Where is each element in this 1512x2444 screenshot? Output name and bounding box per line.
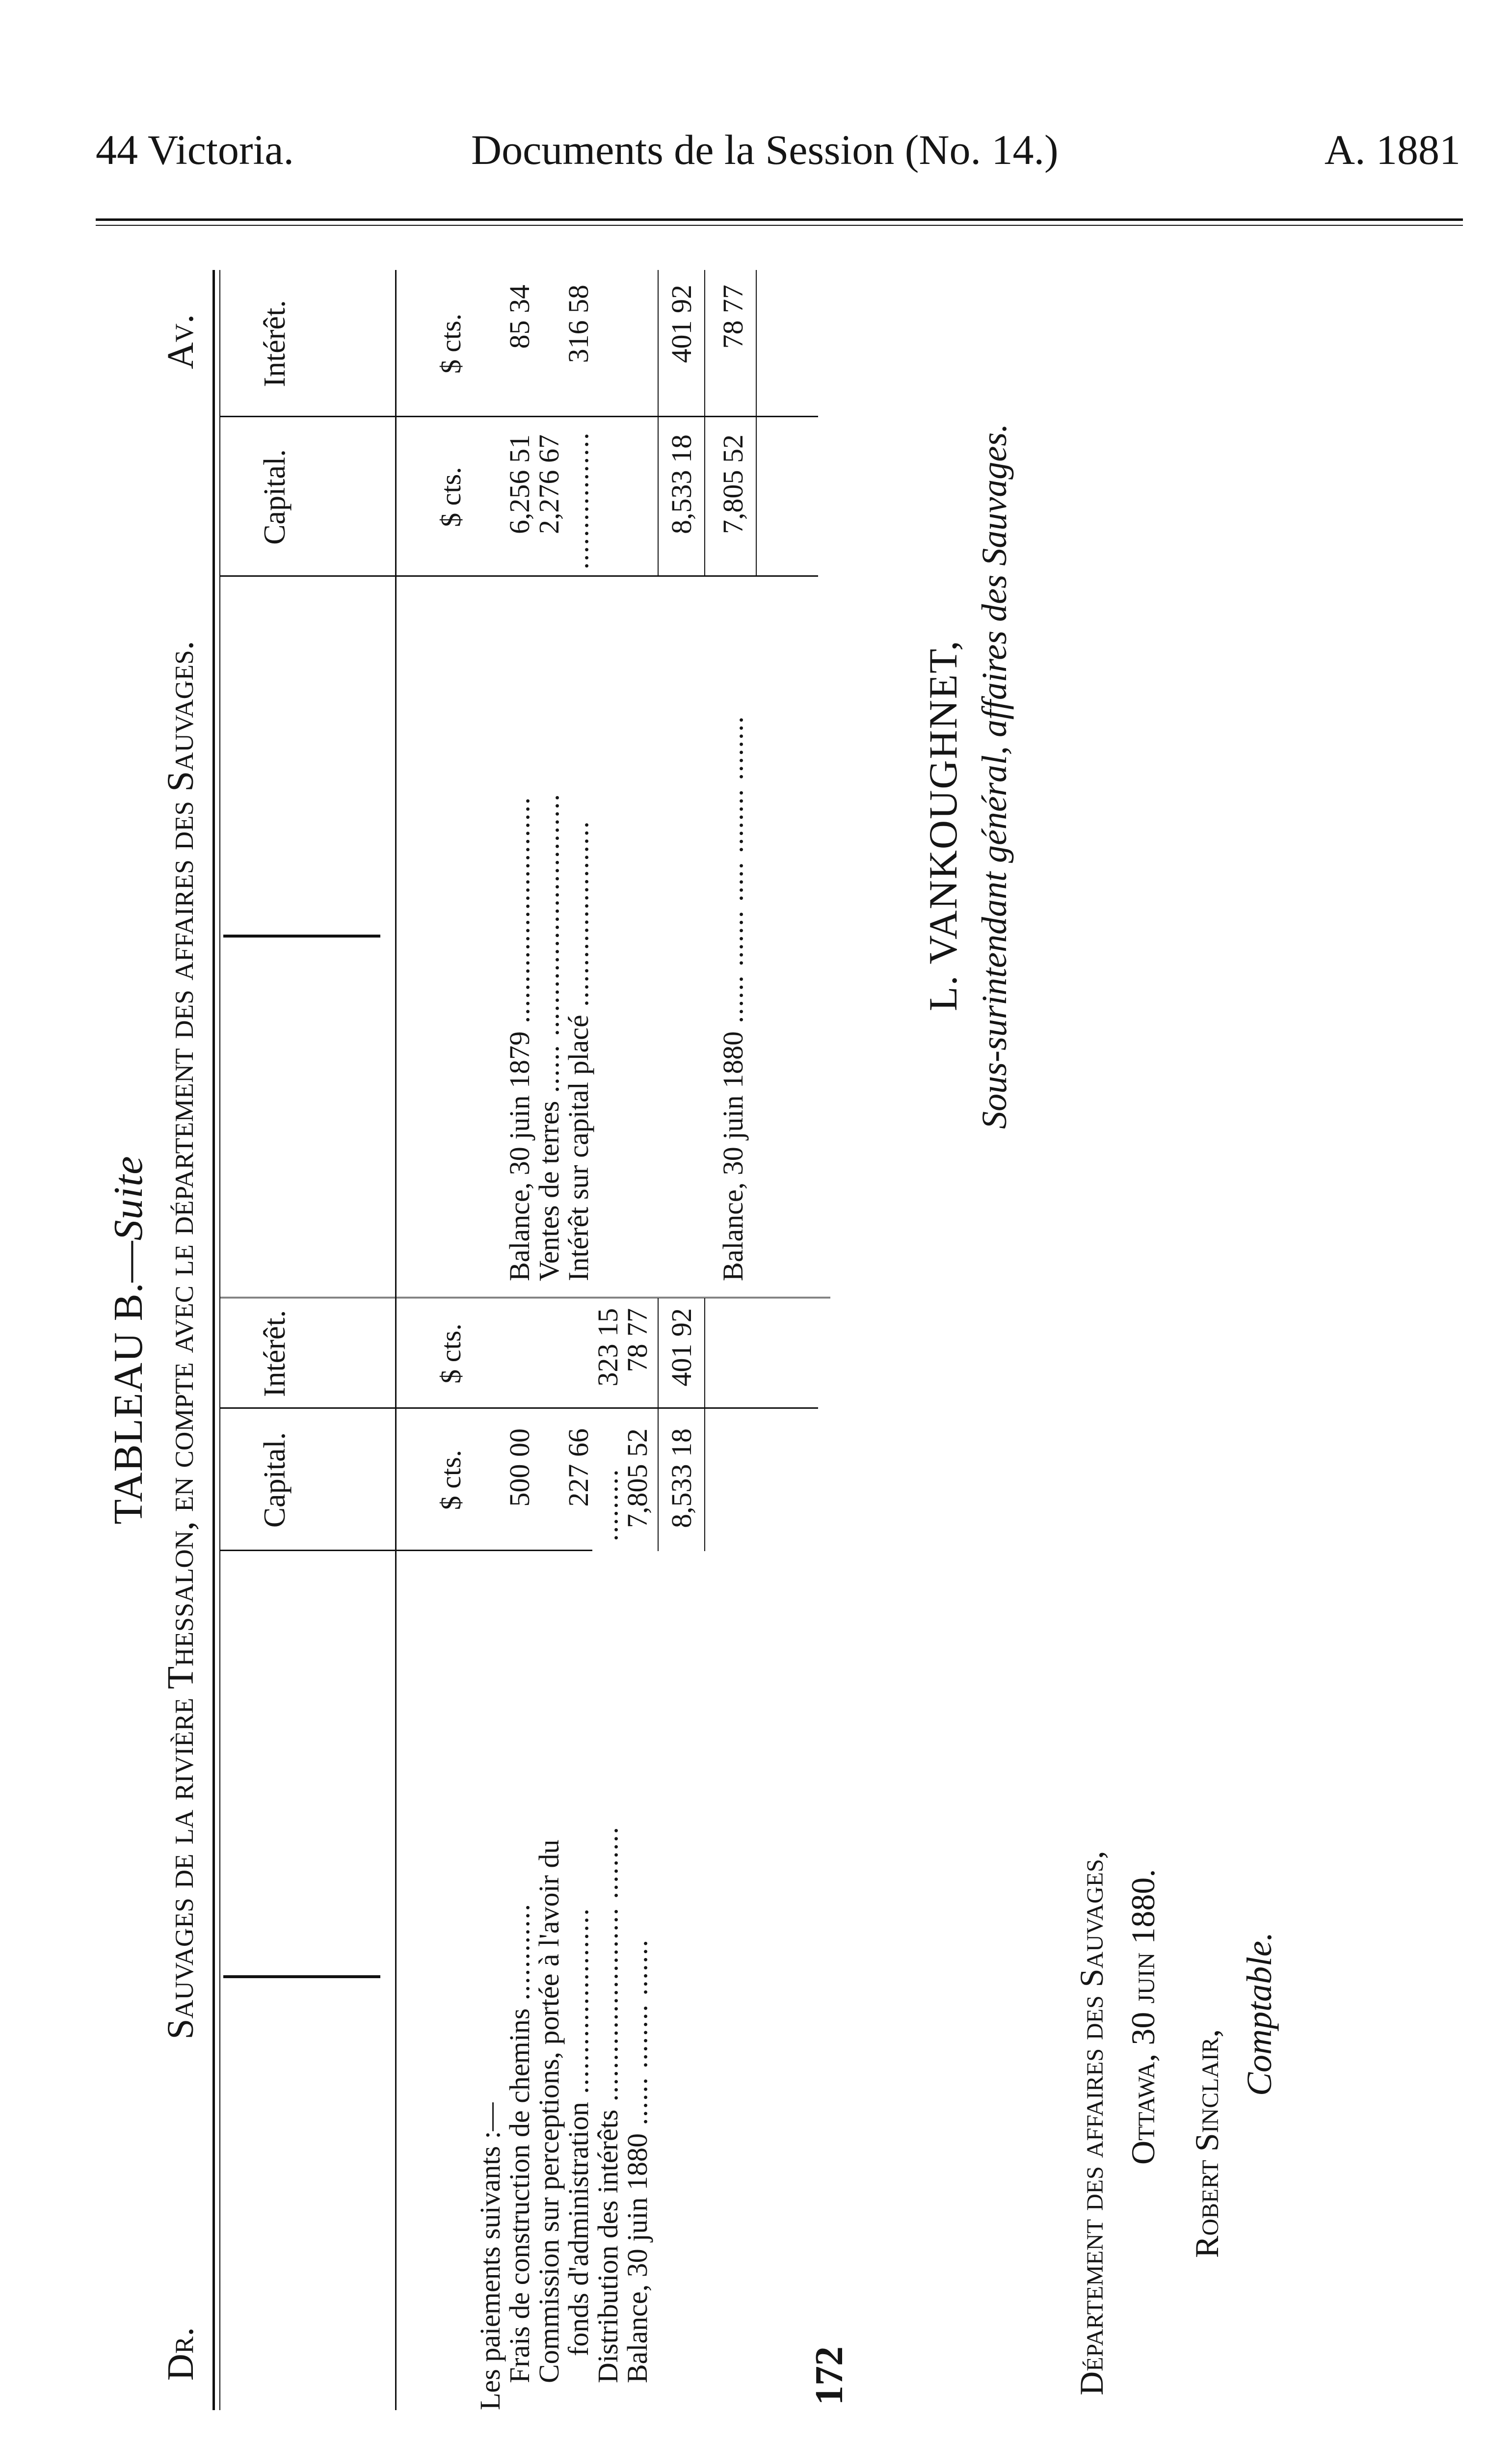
credit-row-label: Balance, 30 juin 1879 ............................ xyxy=(504,796,535,1281)
debit-total-rule-bottom xyxy=(704,1298,705,1551)
debit-row-label: Frais de construction de chemins ............ xyxy=(504,1903,535,2383)
debit-row-capital: 227 66 xyxy=(562,1428,594,1507)
signatory-title: Sous-surintendant général, affaires des Sauvages. xyxy=(975,423,1014,1129)
credit-description-header xyxy=(223,935,380,938)
debit-row-label: Distribution des intérêts ........................ ......... xyxy=(592,1826,624,2383)
signatory-name: L. VANKOUGHNET, xyxy=(921,640,965,1011)
credit-balance-label: Balance, 30 juin 1880 ...... ....... ..... ........ ........ xyxy=(717,715,749,1281)
credit-balance-interet: 78 77 xyxy=(717,285,749,349)
credit-row-label: Intérêt sur capital placé ....................... xyxy=(562,820,594,1281)
debit-row-label: Commission sur perceptions, portée à l'avoir du xyxy=(533,1839,565,2383)
credit-total-rule-bottom xyxy=(704,270,705,577)
credit-row-label: Ventes de terres ...... .............................. xyxy=(533,793,565,1281)
credit-row-interet: 316 58 xyxy=(562,285,594,363)
credit-row-interet: 85 34 xyxy=(504,285,535,349)
header-rule xyxy=(96,218,1463,221)
title-main: TABLEAU B.— xyxy=(106,1240,151,1525)
debit-row-capital: 500 00 xyxy=(504,1428,535,1507)
debit-marker: Dr. xyxy=(160,2327,201,2381)
rotated-table-page xyxy=(96,270,1431,2410)
table-top-rule-thin xyxy=(219,270,220,2410)
debit-total-rule xyxy=(658,1298,659,1551)
debit-row-capital: 7,805 52 xyxy=(621,1428,653,1528)
department-line: Département des affaires des Sauvages, xyxy=(1073,1851,1110,2395)
title-suite: Suite xyxy=(106,1155,151,1241)
credit-total-capital: 8,533 18 xyxy=(665,434,697,534)
debit-row-interet: 323 15 xyxy=(592,1308,624,1387)
debit-credit-divider xyxy=(219,1293,830,1298)
accountant-title: Comptable. xyxy=(1240,1932,1279,2096)
credit-total-interet: 401 92 xyxy=(665,285,697,363)
header-right: A. 1881 xyxy=(1324,126,1460,173)
table-title xyxy=(105,270,152,2410)
credit-interet-header: Intérêt. xyxy=(258,300,292,387)
accountant-name: Robert Sinclair, xyxy=(1188,2029,1225,2258)
debit-intro: Les paiements suivants :— xyxy=(474,2102,506,2410)
debit-capital-header: Capital. xyxy=(258,1432,292,1528)
debit-total-interet: 401 92 xyxy=(665,1308,697,1387)
credit-balance-capital: 7,805 52 xyxy=(717,434,749,534)
header-rule-thin xyxy=(96,225,1463,226)
credit-balance-rule xyxy=(756,270,757,577)
table-top-rule xyxy=(212,270,215,2410)
credit-capital-header: Capital. xyxy=(258,449,292,545)
capital-leader: ......... xyxy=(592,1468,624,1541)
credit-interet-units: $ cts. xyxy=(435,313,467,374)
credit-row-capital: 2,276 67 xyxy=(533,434,565,534)
debit-row-interet: 78 77 xyxy=(621,1308,653,1372)
col-rule xyxy=(219,1407,818,1409)
debit-row-label: fonds d'administration ....................... xyxy=(562,1907,594,2356)
header-separator xyxy=(395,270,397,2410)
debit-interet-units: $ cts. xyxy=(435,1323,467,1384)
capital-leader: ................. xyxy=(562,431,594,569)
debit-capital-units: $ cts. xyxy=(435,1450,467,1510)
credit-capital-units: $ cts. xyxy=(435,467,467,527)
credit-row-capital: 6,256 51 xyxy=(504,434,535,534)
page-number: 172 xyxy=(808,2346,851,2405)
credit-marker: Av. xyxy=(160,314,201,370)
header-center: Documents de la Session (No. 14.) xyxy=(471,126,1059,173)
department-date: Ottawa, 30 juin 1880. xyxy=(1124,1869,1162,2165)
header-left: 44 Victoria. xyxy=(96,126,294,173)
debit-interet-header: Intérêt. xyxy=(258,1310,292,1397)
account-subtitle xyxy=(159,270,209,2410)
credit-total-rule xyxy=(658,270,659,577)
debit-row-label: Balance, 30 juin 1880 ...... ........ ....... xyxy=(621,1938,653,2383)
debit-description-header xyxy=(223,1975,380,1978)
debit-total-capital: 8,533 18 xyxy=(665,1428,697,1528)
account-title: Sauvages de la rivière Thessalon, en compte avec le département des affaires des Sauvages. xyxy=(160,641,201,2040)
